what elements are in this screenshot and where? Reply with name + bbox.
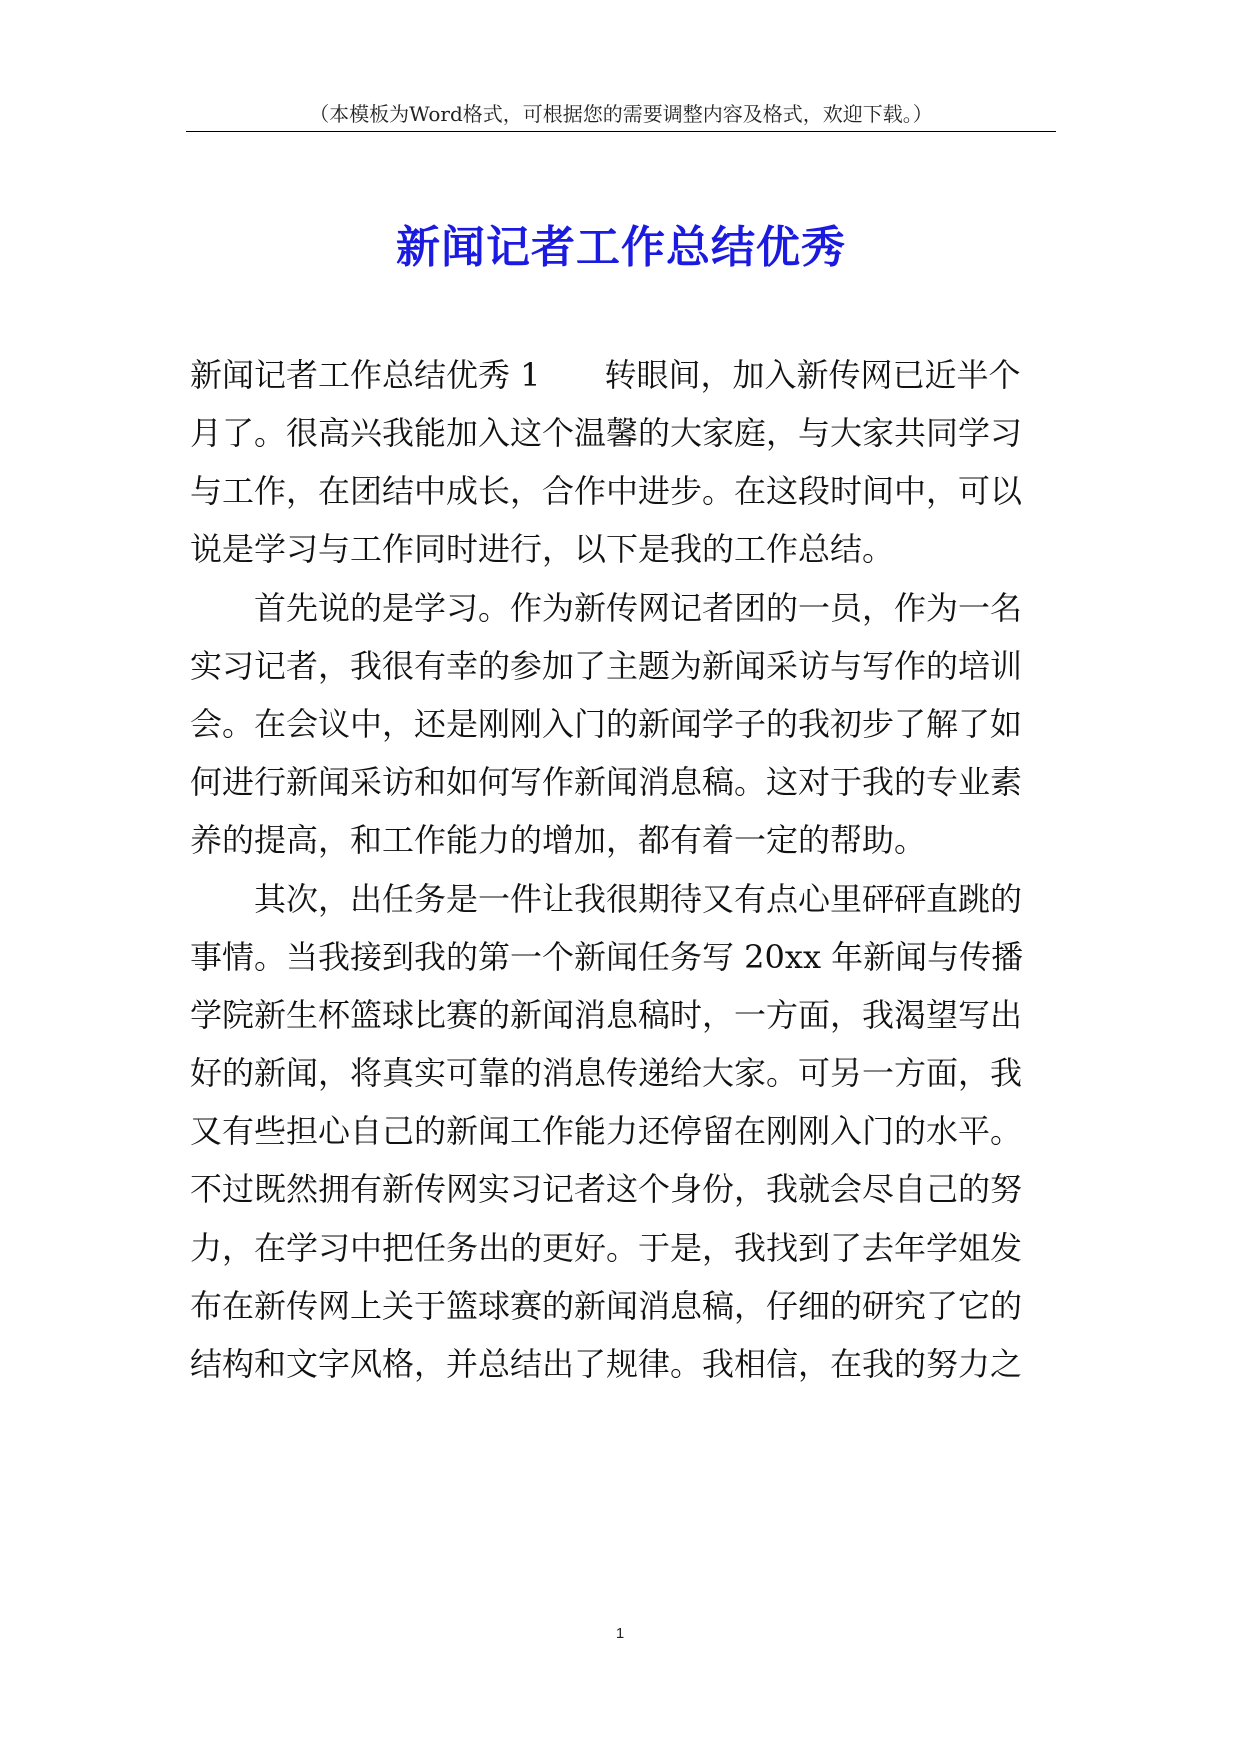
body-line: 其次，出任务是一件让我很期待又有点心里砰砰直跳的 — [222, 880, 1023, 918]
body-line: 何进行新闻采访和如何写作新闻消息稿。这对于我的专业素 — [190, 763, 1023, 801]
body-line: 好的新闻，将真实可靠的消息传递给大家。可另一方面，我 — [190, 1054, 1023, 1092]
body-line: 事情。当我接到我的第一个新闻任务写 20xx 年新闻与传播 — [190, 938, 1024, 976]
body-line: 养的提高，和工作能力的增加，都有着一定的帮助。 — [190, 821, 927, 859]
body-line: 月了。很高兴我能加入这个温馨的大家庭，与大家共同学习 — [190, 414, 1023, 452]
body-line: 与工作，在团结中成长，合作中进步。在这段时间中，可以 — [190, 472, 1023, 510]
page-number: 1 — [615, 1625, 625, 1642]
body-line: 力，在学习中把任务出的更好。于是，我找到了去年学姐发 — [190, 1229, 1023, 1267]
body-line: 又有些担心自己的新闻工作能力还停留在刚刚入门的水平。 — [190, 1112, 1023, 1150]
template-note: （本模板为Word格式，可根据您的需要调整内容及格式，欢迎下载。） — [309, 102, 933, 126]
body-line: 实习记者，我很有幸的参加了主题为新闻采访与写作的培训 — [190, 647, 1023, 685]
body-line: 布在新传网上关于篮球赛的新闻消息稿，仔细的研究了它的 — [190, 1287, 1023, 1325]
body-line: 会。在会议中，还是刚刚入门的新闻学子的我初步了解了如 — [190, 705, 1023, 743]
body-line: 学院新生杯篮球比赛的新闻消息稿时，一方面，我渴望写出 — [190, 996, 1023, 1034]
body-line: 结构和文字风格，并总结出了规律。我相信，在我的努力之 — [190, 1345, 1023, 1383]
body-line: 新闻记者工作总结优秀 1 转眼间，加入新传网已近半个 — [190, 356, 1021, 394]
body-line: 不过既然拥有新传网实习记者这个身份，我就会尽自己的努 — [190, 1170, 1023, 1208]
body-line: 首先说的是学习。作为新传网记者团的一员，作为一名 — [222, 589, 1023, 627]
document-title: 新闻记者工作总结优秀 — [396, 222, 846, 273]
body-line: 说是学习与工作同时进行，以下是我的工作总结。 — [190, 530, 895, 568]
header-divider — [186, 131, 1056, 132]
